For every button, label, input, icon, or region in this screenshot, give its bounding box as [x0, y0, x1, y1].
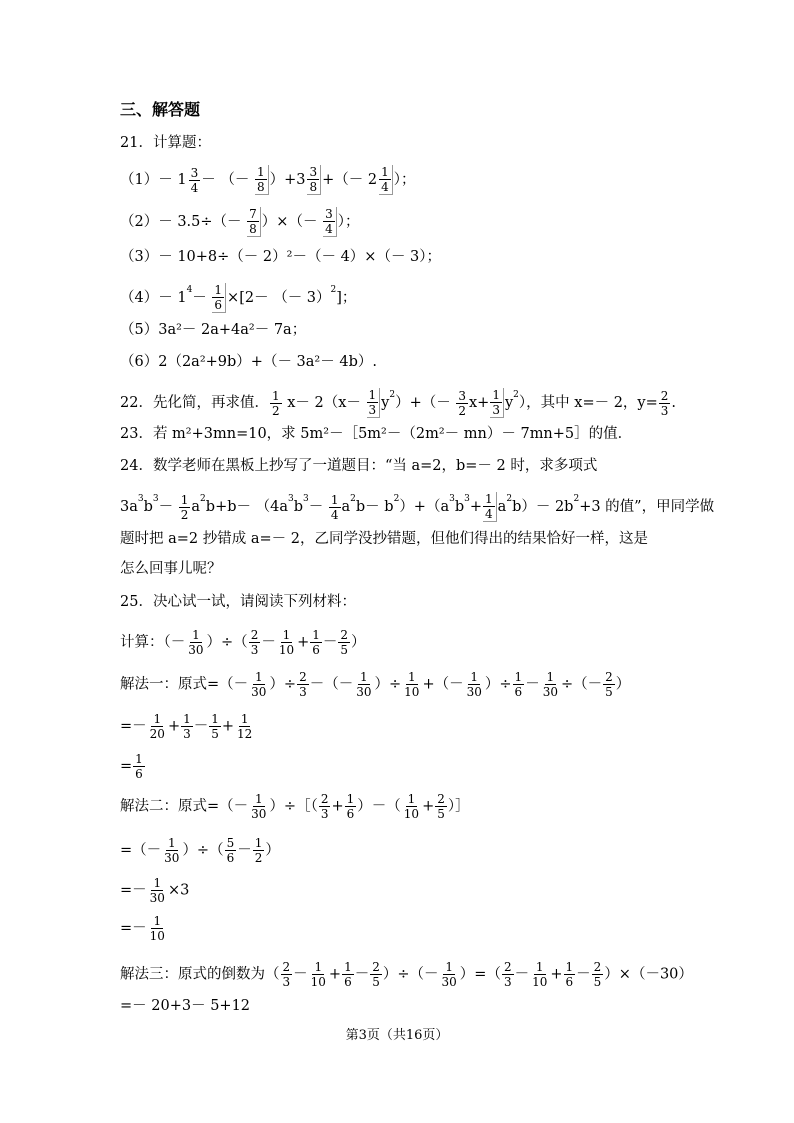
method2-label: 解法二：原式=: [120, 798, 220, 815]
q24-line4: 怎么回事儿呢？: [120, 561, 222, 577]
q21-item-3: （3）－ 10+8÷（－ 2）²－（－ 4）×（－ 3）；: [120, 249, 442, 265]
q21-title: 21．计算题：: [120, 135, 211, 151]
method3-label: 解法三：原式的倒数为: [120, 966, 265, 983]
q22: 22．先化简，再求值． $\frac{1}{2}$ x－ 2（x－ $\frac{1}{3}$ $y^2)+(-$ $\frac{3}{2}$ x+ $\frac{1}{3}$ $y^2$），其中 x=－ 2，y= $\frac{2}{3}$ .: [120, 388, 677, 418]
method1-line1: 解法一：原式=（－ $\frac{1}{30}$ ）÷ $\frac{2}{3}$ －（－ $\frac{1}{30}$ ）÷ $\frac{1}{10}$ +（－ $\frac{1}{30}$ ）÷ $\frac{1}{6}$ － $\frac{1}{30}$ ÷（－ $\frac{2}{5}$ ）: [120, 670, 631, 699]
method1-label: 解法一：原式=: [120, 676, 220, 693]
q22-label: 22．先化简，再求值．: [120, 395, 269, 411]
section-title: 三、解答题: [120, 100, 201, 119]
method2-line4: =－ $\frac{1}{10}$: [120, 914, 165, 943]
q24-line3: 题时把 a=2 抄错成 a=－ 2，乙同学没抄错题，但他们得出的结果恰好一样，这是: [120, 531, 648, 547]
q21-item-2: （2）－ 3.5÷（－ $\frac{7}{8}$ ）×（－ $\frac{3}{4}$ ）；: [120, 207, 360, 236]
page-footer: 第3页（共16页）: [345, 1028, 449, 1043]
q25-calc: 计算：（－ $\frac{1}{30}$ ）÷（ $\frac{2}{3}$ － $\frac{1}{10}$ + $\frac{1}{6}$ － $\frac{2}{5}$ ）: [120, 628, 366, 657]
q25-title: 25．决心试一试，请阅读下列材料：: [120, 594, 356, 610]
q21-item-4: $(4)- 1^4-$ $\frac{1}{6}$ ×[2－ （－ 3）$^2$]；: [120, 283, 357, 312]
q21-item-5: （5）3a²－ 2a+4a²－ 7a；: [120, 322, 307, 338]
q21-item-6: （6）2（2a²+9b）+（－ 3a²－ 4b）.: [120, 354, 377, 370]
q24-line1: 24．数学老师在黑板上抄写了一道题目：“当 a=2，b=－ 2 时，求多项式: [120, 458, 598, 474]
calc-label: 计算：: [120, 634, 164, 651]
q23: 23．若 m²+3mn=10，求 5m²－［5m²－（2m²－ mn）－ 7mn+5］的值．: [120, 426, 633, 442]
q24-line2: $3a^3b^3-$ $\frac{1}{2}$ $a^2b+b- (4a^3b^3-$ $\frac{1}{4}$ $a^2b- b^2)+(a^3b^3+$ $\frac{1}{4}$ $a^2b)- 2b^2+3$ 的值”，甲同学做: [120, 492, 715, 522]
method2-line1: 解法二：原式=（－ $\frac{1}{30}$ ）÷［（ $\frac{2}{3}$ + $\frac{1}{6}$ ）－（ $\frac{1}{10}$ + $\frac{2}{5}$ ）］: [120, 792, 470, 821]
method1-line3: = $\frac{1}{6}$: [120, 752, 143, 781]
method3-line1: 解法三：原式的倒数为（ $\frac{2}{3}$ － $\frac{1}{10}$ + $\frac{1}{6}$ － $\frac{2}{5}$ ）÷（－ $\frac{1}{30}$ ）=（ $\frac{2}{3}$ － $\frac{1}{10}$ + $\frac{1}{6}$ － $\frac{2}{5}$ ）×（－30）: [120, 960, 693, 989]
method3-line2: =－ 20+3－ 5+12: [120, 998, 251, 1014]
q21-item-1: （1）－ 1 $\frac{3}{4}$ － （－ $\frac{1}{8}$ ）+ 3 $\frac{3}{8}$ +（－ 2 $\frac{1}{4}$ ）；: [120, 165, 416, 195]
method1-line2: =－ $\frac{1}{20}$ + $\frac{1}{3}$ － $\frac{1}{5}$ + $\frac{1}{12}$: [120, 712, 253, 741]
method2-line2: =（－ $\frac{1}{30}$ ）÷（ $\frac{5}{6}$ － $\frac{1}{2}$ ）: [120, 836, 280, 865]
method2-line3: =－ $\frac{1}{30}$ ×3: [120, 876, 190, 905]
